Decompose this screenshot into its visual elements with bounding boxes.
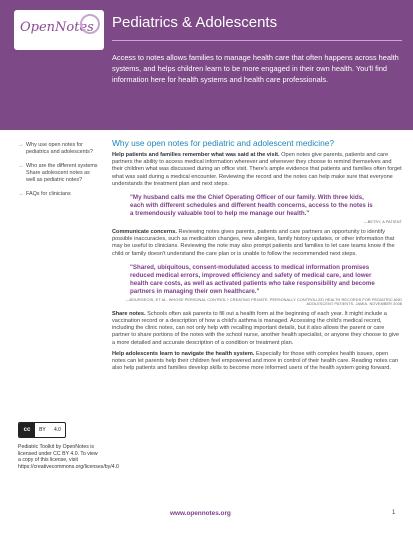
paragraph-lead: Communicate concerns.: [112, 229, 177, 236]
quote-attribution: —BOURGEOIS, ET AL. WHOSE PERSONAL CONTROL? CREATING PRIVATE, PERSONALLY CONTROLLED HEALTH RECORDS FOR PEDIATRIC AND ADOLESCENT PATIENTS. JAMIA. NOVEMBER 2008: [125, 297, 402, 306]
page-title: Pediatrics & Adolescents: [112, 14, 278, 31]
sidebar-link-label: FAQs for clinicians: [26, 191, 71, 197]
cc-logo: cc: [19, 423, 35, 437]
sidebar-link-why-use[interactable]: [18, 142, 98, 156]
creative-commons-badge-icon[interactable]: [18, 422, 66, 438]
sidebar-link-share-adolescent-notes[interactable]: [18, 163, 98, 184]
title-divider: [112, 40, 402, 41]
main-content: [112, 138, 402, 376]
sidebar: [18, 142, 98, 205]
opennotes-logo[interactable]: [14, 10, 104, 50]
license-block: [18, 422, 119, 470]
paragraph-remember: [112, 152, 402, 188]
paragraph-lead: Help patients and families remember what was said at the visit.: [112, 152, 280, 158]
license-text: Pediatric Toolkit by OpenNotes is licensed under CC BY 4.0. To view a copy of this license, visit https://creativecommons.org/licenses/by/4.0: [18, 444, 119, 470]
cc-by-label: BY: [39, 427, 46, 433]
paragraph-body: Especially for those with complex health issues, open notes can let parents help their children feel empowered and more in control of their health care. Reading notes can also help patients and families develop skills to become more informed users of the health system going forward.: [112, 350, 399, 372]
footer: [0, 510, 413, 522]
paragraph-lead: Share notes.: [112, 310, 146, 317]
page-number: 1: [392, 510, 396, 516]
sidebar-link-label: Who are the different systems Share adolescent notes as well as pediatric notes?: [26, 163, 98, 183]
intro-text: Access to notes allows families to manage health care that often happens across health systems, and helps children learn to be more engaged in their own health. You'll find information here for health systems and health care professionals.: [112, 53, 399, 84]
paragraph-body: Reviewing notes gives parents, patients and care partners an opportunity to identify possible inaccuracies, such as medication changes, new allergies, family history updates, or other information that may be useful to clinicians. Reviewing the note may also prompt patients and families to let care teams know if the child or family doesn't understand the care plan or is unable to follow the recommended next steps.: [112, 229, 395, 257]
logo-text: OpenNotes: [20, 20, 94, 35]
header-banner: [0, 0, 413, 130]
cc-version-label: 4.0: [53, 427, 61, 433]
paragraph-share-notes: [112, 311, 402, 347]
arrow-right-icon: →: [18, 191, 24, 197]
footer-website-link[interactable]: www.opennotes.org: [170, 510, 231, 517]
paragraph-concerns: [112, 229, 402, 258]
sidebar-link-faqs[interactable]: [18, 191, 98, 198]
arrow-right-icon: →: [18, 163, 24, 169]
arrow-right-icon: →: [18, 142, 24, 148]
sidebar-link-label: Why use open notes for pediatrics and adolescents?: [26, 142, 93, 155]
logo-ring-icon: [80, 14, 100, 34]
section-heading: Why use open notes for pediatric and adolescent medicine?: [112, 138, 335, 148]
paragraph-adolescents: [112, 351, 402, 373]
paragraph-lead: Help adolescents learn to navigate the health system.: [112, 350, 255, 357]
paragraph-body: Schools often ask parents to fill out a health form at the beginning of each year. It might include a vaccination record or a description of how a child's asthma is managed. Accessing the child's medical record, including the clinic notes, can not only help with recalling important details, but it also allows the parent or care partner to share portions of the notes with the school nurse, another health specialist, or anyone they choose to give a more detailed and accurate description of a condition or treatment plan.: [112, 310, 400, 346]
pull-quote: "Shared, ubiquitous, consent-modulated access to medical information promises reduced medical errors, improved efficiency and safety of medical care, and lower health care costs, as well as activated patients who take responsibility and become partners in managing their own healthcare.": [130, 263, 375, 295]
quote-attribution: —BETSY, A PATIENT: [363, 220, 402, 225]
pull-quote: "My husband calls me the Chief Operating Officer of our family. With three kids, each with different schedules and different health concerns, access to the notes is a tremendously valuable tool to help me manage our health.": [130, 194, 373, 218]
paragraph-body: Open notes give parents, patients and care partners the ability to access medical information wherever and whenever they choose to remind themselves and their children what was discussed during an office visit. There's ample evidence that patients and families often forget what was said during a medical encounter. Reviewing the record and the notes can help make sure that everyone understands the treatment plan and next steps.: [112, 152, 402, 187]
